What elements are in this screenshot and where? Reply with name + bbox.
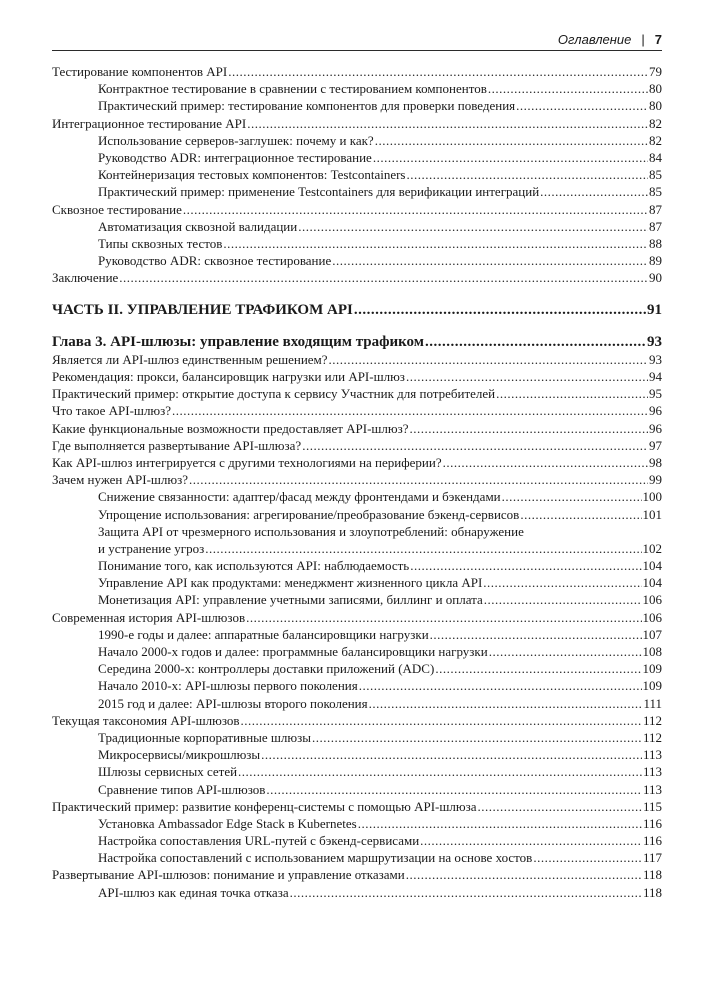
toc-entry[interactable]	[52, 471, 662, 488]
toc-leader-dots	[540, 183, 648, 200]
toc-entry-page: 118	[642, 884, 662, 900]
toc-entry[interactable]	[52, 402, 662, 419]
toc-entry-title: Зачем нужен API-шлюз?	[52, 472, 189, 488]
toc-leader-dots	[298, 218, 648, 235]
chapter-title: Глава 3. API-шлюзы: управление входящим трафиком	[52, 333, 424, 350]
toc-entry-title: Монетизация API: управление учетными записями, биллинг и оплата	[98, 592, 483, 608]
toc-leader-dots	[228, 63, 648, 80]
toc-leader-dots	[410, 420, 648, 437]
toc-entry-page: 84	[649, 149, 662, 165]
toc-entry[interactable]	[52, 626, 662, 643]
toc-entry[interactable]	[52, 269, 662, 286]
toc-leader-dots	[369, 695, 643, 712]
part-title: ЧАСТЬ II. УПРАВЛЕНИЕ ТРАФИКОМ API	[52, 302, 353, 319]
toc-entry-title: Практический пример: развитие конференц-системы с помощью API-шлюза	[52, 798, 477, 814]
part-page: 91	[647, 302, 662, 319]
toc-entry-page: 80	[649, 81, 662, 97]
toc-entry-page: 102	[642, 540, 662, 556]
toc-leader-dots	[266, 781, 642, 798]
table-of-contents	[52, 63, 662, 901]
toc-entry-page: 104	[642, 558, 662, 574]
toc-entry-page: 85	[649, 167, 662, 183]
toc-entry-title: Развертывание API-шлюзов: понимание и управление отказами	[52, 867, 405, 883]
toc-entry[interactable]	[52, 729, 662, 746]
toc-leader-dots	[375, 132, 648, 149]
toc-entry[interactable]	[52, 420, 662, 437]
toc-leader-dots	[430, 626, 642, 643]
toc-entry[interactable]	[52, 115, 662, 132]
toc-entry-title: Микросервисы/микрошлюзы	[98, 747, 261, 763]
toc-entry[interactable]	[52, 798, 662, 815]
toc-entry-page: 116	[642, 815, 662, 831]
toc-leader-dots	[533, 849, 642, 866]
toc-leader-dots	[477, 798, 641, 815]
toc-leader-dots	[183, 201, 648, 218]
toc-entry[interactable]	[52, 884, 662, 901]
toc-entry[interactable]	[52, 252, 662, 269]
toc-entry[interactable]	[52, 201, 662, 218]
toc-leader-dots	[406, 166, 648, 183]
toc-entry-title: API-шлюз как единая точка отказа	[98, 884, 289, 900]
header-page-number: 7	[654, 32, 662, 47]
toc-entry-title: Типы сквозных тестов	[98, 235, 223, 251]
toc-leader-dots	[483, 574, 641, 591]
toc-entry-title: Настройка сопоставления URL-путей с бэкенд-сервисами	[98, 833, 420, 849]
toc-entry[interactable]	[52, 80, 662, 97]
toc-entry-title: Начало 2000-х годов и далее: программные балансировщики нагрузки	[98, 644, 488, 659]
toc-leader-dots	[406, 368, 648, 385]
toc-leader-dots	[496, 385, 648, 402]
toc-entry-title: Что такое API-шлюз?	[52, 403, 172, 419]
toc-entry[interactable]	[52, 746, 662, 763]
toc-entry-title: Как API-шлюз интегрируется с другими технологиями на периферии?	[52, 454, 442, 470]
toc-entry[interactable]	[52, 149, 662, 166]
toc-entry-title: Руководство ADR: сквозное тестирование	[98, 253, 332, 269]
toc-entry-title: Практический пример: тестирование компонентов для проверки поведения	[98, 98, 516, 114]
toc-entry-title: Является ли API-шлюз единственным решением?	[52, 351, 328, 367]
toc-entry-title: Традиционные корпоративные шлюзы	[98, 729, 311, 745]
toc-entry-title: 2015 год и далее: API-шлюзы второго поколения	[98, 695, 368, 711]
toc-entry[interactable]	[52, 97, 662, 114]
toc-entry-title: Понимание того, как используются API: наблюдаемость	[98, 558, 410, 574]
toc-entry-page: 116	[642, 833, 662, 849]
toc-entry[interactable]	[52, 677, 662, 694]
toc-entry[interactable]	[52, 609, 662, 626]
toc-entry[interactable]	[52, 368, 662, 385]
toc-leader-dots	[420, 832, 642, 849]
toc-entry-title: Контрактное тестирование в сравнении с тестированием компонентов	[98, 81, 487, 97]
toc-leader-dots	[261, 746, 642, 763]
toc-entry-title: Установка Ambassador Edge Stack в Kubernetes	[98, 815, 357, 831]
toc-entry-page: 99	[649, 472, 662, 488]
toc-entry-page: 117	[642, 850, 662, 866]
toc-entry-page: 98	[649, 454, 662, 470]
toc-entry-title: Настройка сопоставлений с использованием маршрутизации на основе хостов	[98, 850, 533, 866]
toc-leader-dots	[247, 115, 648, 132]
toc-entry-page: 107	[642, 626, 662, 642]
toc-entry-title: Шлюзы сервисных сетей	[98, 764, 238, 780]
toc-entry-page: 96	[649, 420, 662, 436]
toc-entry-title: Использование серверов-заглушек: почему и как?	[98, 132, 374, 148]
toc-entry-title: Какие функциональные возможности предоставляет API-шлюз?	[52, 420, 409, 436]
toc-entry-page: 85	[649, 184, 662, 200]
toc-leader-dots	[488, 80, 648, 97]
toc-entry-wrapped[interactable]	[52, 523, 662, 540]
toc-leader-dots	[406, 866, 642, 883]
toc-entry-page: 100	[642, 489, 662, 505]
toc-leader-dots	[238, 763, 642, 780]
toc-entry-page: 101	[642, 506, 662, 522]
toc-entry-title: Интеграционное тестирование API	[52, 115, 247, 131]
toc-leader-dots	[358, 815, 642, 832]
toc-entry-page: 87	[649, 218, 662, 234]
toc-entry[interactable]	[52, 385, 662, 402]
toc-entry[interactable]	[52, 695, 662, 712]
toc-entry-page: 113	[642, 764, 662, 780]
toc-entry-title: Практический пример: открытие доступа к сервису Участник для потребителей	[52, 386, 496, 402]
toc-entry-page: 89	[649, 253, 662, 269]
toc-leader-dots	[189, 471, 648, 488]
toc-entry-page: 93	[649, 351, 662, 367]
toc-entry-page: 82	[649, 132, 662, 148]
toc-leader-dots	[516, 97, 648, 114]
header-separator: |	[641, 32, 645, 47]
toc-entry-page: 87	[649, 201, 662, 217]
toc-entry[interactable]	[52, 591, 662, 608]
toc-entry[interactable]	[52, 132, 662, 149]
toc-entry-title: Середина 2000-х: контроллеры доставки приложений (ADC)	[98, 661, 435, 677]
toc-entry-page: 106	[642, 609, 662, 625]
toc-leader-dots	[443, 454, 648, 471]
toc-chapter-entry[interactable]	[52, 334, 662, 351]
toc-entry[interactable]	[52, 866, 662, 883]
running-header	[52, 31, 662, 51]
toc-leader-dots	[332, 252, 648, 269]
toc-entry-page: 95	[649, 386, 662, 402]
toc-entry-title: Упрощение использования: агрегирование/преобразование бэкенд-сервисов	[98, 506, 520, 522]
toc-entry-title: Начало 2010-х: API-шлюзы первого поколения	[98, 678, 358, 694]
toc-entry[interactable]	[52, 63, 662, 80]
toc-entry[interactable]	[52, 506, 662, 523]
toc-leader-dots	[484, 591, 642, 608]
toc-leader-dots	[119, 269, 648, 286]
toc-leader-dots	[302, 437, 648, 454]
toc-entry-page: 109	[642, 678, 662, 694]
toc-entry-page: 112	[642, 712, 662, 728]
toc-entry-title: Снижение связанности: адаптер/фасад между фронтендами и бэкендами	[98, 489, 501, 505]
toc-section-testing	[52, 63, 662, 286]
toc-entry-page: 94	[649, 369, 662, 384]
toc-leader-dots	[290, 884, 642, 901]
toc-entry-wrapped-cont[interactable]	[52, 540, 662, 557]
toc-entry[interactable]	[52, 454, 662, 471]
toc-entry-page: 108	[642, 644, 662, 659]
toc-leader-dots	[520, 506, 641, 523]
toc-entry[interactable]	[52, 235, 662, 252]
toc-entry-page: 79	[649, 64, 662, 79]
toc-leader-dots	[223, 235, 648, 252]
toc-entry[interactable]	[52, 488, 662, 505]
toc-leader-dots	[246, 609, 641, 626]
toc-entry[interactable]	[52, 660, 662, 677]
toc-part-entry[interactable]	[52, 302, 662, 319]
toc-entry-page: 113	[642, 747, 662, 763]
toc-entry-title: Автоматизация сквозной валидации	[98, 218, 298, 234]
toc-section-gateways	[52, 351, 662, 523]
toc-entry[interactable]	[52, 849, 662, 866]
toc-entry-title: Рекомендация: прокси, балансировщик нагрузки или API-шлюз	[52, 369, 405, 384]
toc-entry[interactable]	[52, 166, 662, 183]
toc-leader-dots	[312, 729, 642, 746]
toc-entry-page: 112	[642, 729, 662, 745]
toc-entry[interactable]	[52, 351, 662, 368]
toc-entry-page: 111	[643, 695, 662, 711]
toc-entry[interactable]	[52, 712, 662, 729]
toc-entry-title: Управление API как продуктами: менеджмент жизненного цикла API	[98, 575, 483, 591]
toc-leader-dots	[410, 557, 641, 574]
toc-section-gateways-cont	[52, 557, 662, 901]
toc-entry-page: 80	[649, 98, 662, 114]
chapter-page: 93	[647, 333, 662, 350]
toc-entry-page: 118	[642, 867, 662, 883]
toc-leader-dots	[502, 488, 642, 505]
toc-entry[interactable]	[52, 781, 662, 798]
toc-leader-dots	[241, 712, 642, 729]
toc-entry-title: Где выполняется развертывание API-шлюза?	[52, 437, 302, 453]
toc-entry-page: 109	[642, 661, 662, 677]
toc-entry-title: 1990-е годы и далее: аппаратные балансировщики нагрузки	[98, 626, 429, 642]
toc-entry[interactable]	[52, 832, 662, 849]
toc-entry[interactable]	[52, 815, 662, 832]
header-title: Оглавление	[557, 32, 632, 47]
toc-entry-title: Руководство ADR: интеграционное тестирование	[98, 149, 372, 165]
toc-entry[interactable]	[52, 643, 662, 660]
toc-entry[interactable]	[52, 763, 662, 780]
toc-entry-page: 113	[642, 781, 662, 797]
toc-entry[interactable]	[52, 574, 662, 591]
toc-entry-page: 96	[649, 403, 662, 419]
toc-leader-dots	[359, 677, 642, 694]
toc-leader-dots	[329, 351, 648, 368]
toc-entry-page: 82	[649, 115, 662, 131]
toc-entry-title: Сравнение типов API-шлюзов	[98, 781, 266, 797]
toc-leader-dots	[373, 149, 648, 166]
toc-leader-dots	[435, 660, 641, 677]
toc-entry-title: Тестирование компонентов API	[52, 64, 228, 79]
toc-entry[interactable]	[52, 183, 662, 200]
toc-entry-page: 97	[649, 437, 662, 453]
toc-entry-page: 90	[649, 270, 662, 286]
toc-entry-title: Сквозное тестирование	[52, 201, 182, 217]
toc-entry-title: Практический пример: применение Testcontainers для верификации интеграций	[98, 184, 540, 200]
toc-entry-title: Текущая таксономия API-шлюзов	[52, 712, 240, 728]
toc-entry-title: Современная история API-шлюзов	[52, 609, 246, 625]
toc-entry[interactable]	[52, 218, 662, 235]
toc-leader-dots	[489, 643, 642, 660]
toc-entry-title: Контейнеризация тестовых компонентов: Testcontainers	[98, 167, 406, 183]
toc-entry-title: Заключение	[52, 270, 119, 286]
toc-entry[interactable]	[52, 437, 662, 454]
toc-entry-page: 88	[649, 235, 662, 251]
toc-leader-dots	[172, 402, 648, 419]
toc-entry-title-cont: и устранение угроз	[98, 540, 205, 556]
toc-entry-page: 104	[642, 575, 662, 591]
toc-entry-page: 115	[642, 798, 662, 814]
toc-entry-title: Защита API от чрезмерного использования и злоупотреблений: обнаружение	[98, 523, 524, 539]
toc-entry-page: 106	[642, 592, 662, 608]
toc-entry[interactable]	[52, 557, 662, 574]
